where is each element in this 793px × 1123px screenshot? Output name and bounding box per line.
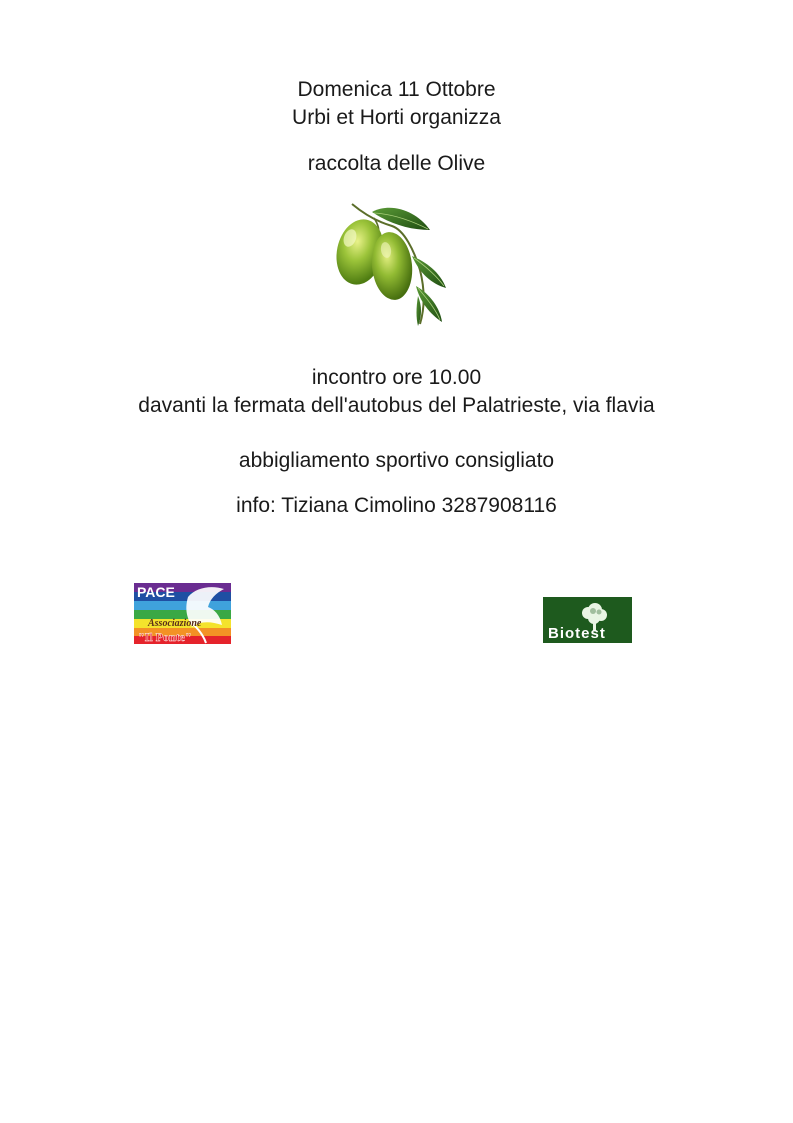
pace-logo-name: "Il Ponte" [138, 630, 192, 644]
event-date: Domenica 11 Ottobre [297, 78, 496, 101]
meeting-place: davanti la fermata dell'autobus del Palatrieste, via flavia [138, 394, 655, 417]
pace-logo-subtitle: Associazione [148, 618, 202, 629]
meeting-time: incontro ore 10.00 [311, 366, 482, 389]
biotest-logo [543, 597, 632, 643]
contact-info: info: Tiziana Cimolino 3287908116 [236, 494, 557, 517]
event-title: raccolta delle Olive [307, 152, 486, 175]
olive-branch-icon [334, 200, 452, 328]
pace-rainbow-flag-logo [134, 583, 231, 644]
event-organizer: Urbi et Horti organizza [292, 106, 501, 129]
pace-logo-title: PACE [137, 584, 175, 600]
dress-code: abbigliamento sportivo consigliato [238, 449, 555, 472]
biotest-logo-text: Biotest [548, 625, 606, 642]
